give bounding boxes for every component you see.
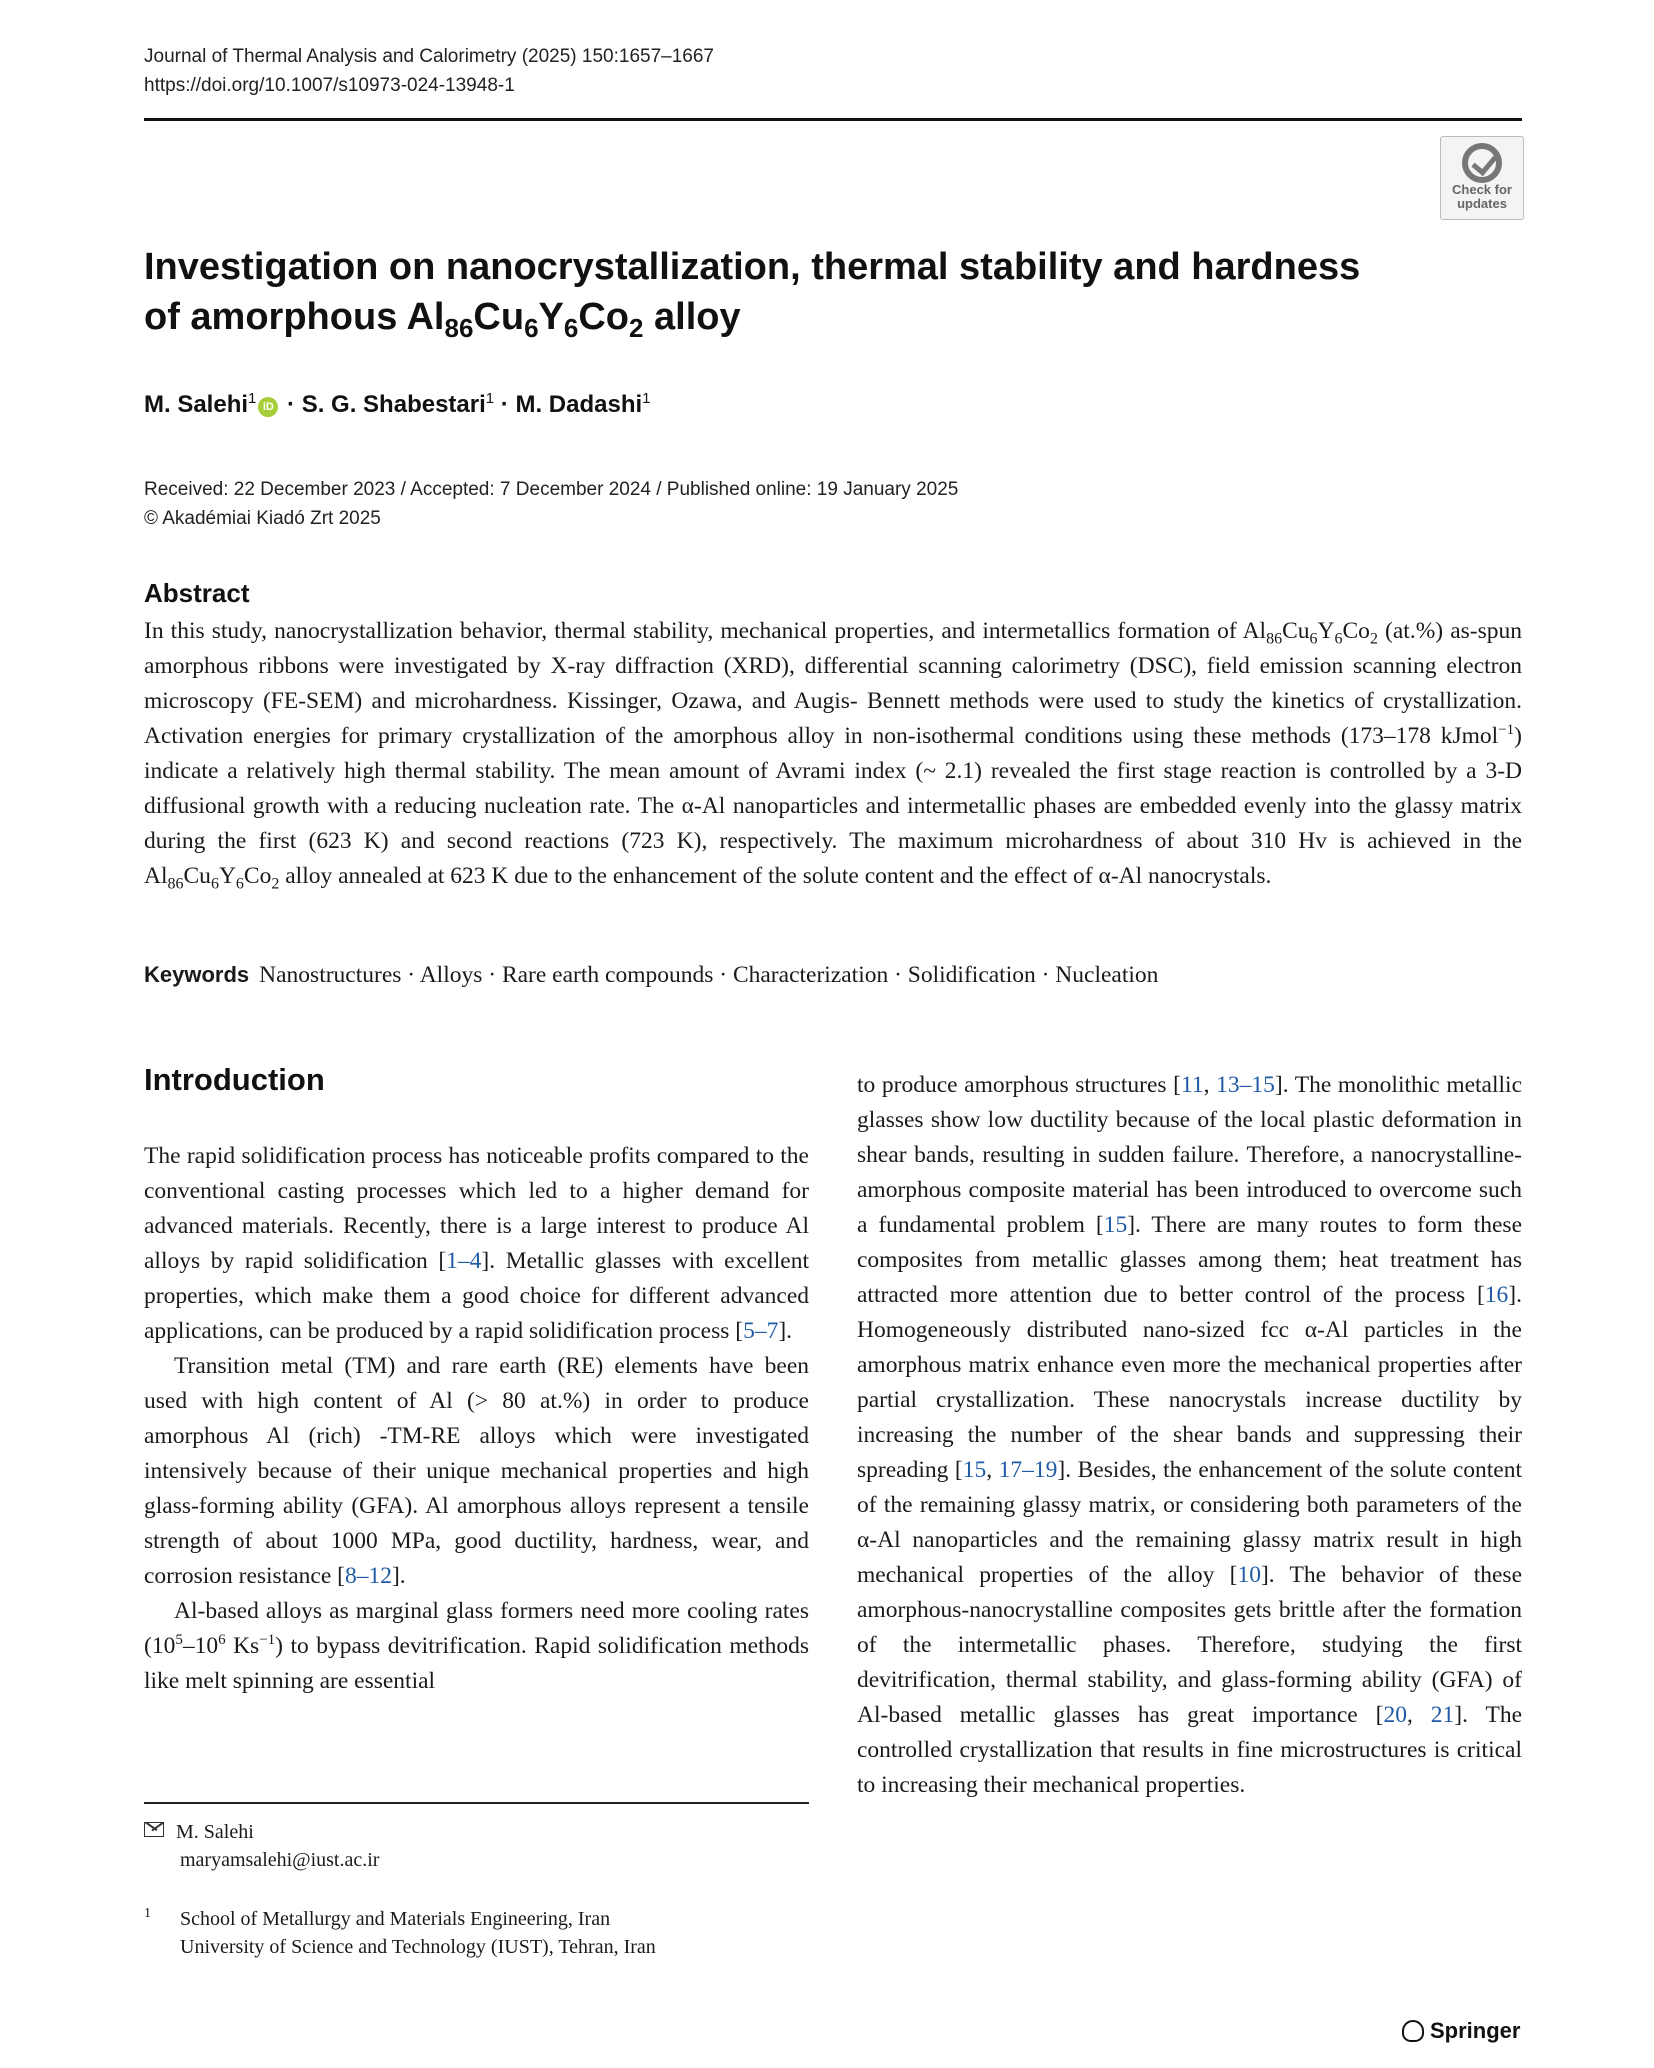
affiliation-line-2: University of Science and Technology (IUST), Tehran, Iran [180,1936,656,1958]
footnote-divider [144,1802,809,1804]
springer-horse-icon [1402,2020,1424,2042]
citation-link[interactable]: 13–15 [1216,1072,1275,1098]
publisher-name: Springer [1430,2018,1521,2043]
body-column-left [144,1139,809,1699]
author-name[interactable]: M. Salehi [144,391,249,418]
affiliation-line-1: School of Metallurgy and Materials Engineering, Iran [180,1908,611,1930]
affiliation [144,1900,656,1961]
keywords [144,962,1158,989]
publisher-logo [1402,2018,1520,2044]
check-updates-label-2: updates [1457,196,1507,211]
check-updates-label-1: Check for [1452,182,1512,197]
citation-link[interactable]: 8–12 [344,1563,392,1589]
date-history: Received: 22 December 2023 / Accepted: 7 December 2024 / Published online: 19 January 2025 [144,479,959,500]
keywords-list: Nanostructures · Alloys · Rare earth compounds · Characterization · Solidification · Nucleation [259,962,1159,988]
paper-title: Investigation on nanocrystallization, thermal stability and hardness of amorphous $Al_{86}Cu_6Y_6Co_2$ alloy [144,246,1361,343]
journal-citation: Journal of Thermal Analysis and Calorimetry (2025) 150:1657–1667 [144,46,714,67]
corresponding-name: M. Salehi [176,1821,254,1843]
author-list: M. Salehi$^1$ iD · S. G. Shabestari$^1$ · M. Dadashi$^1$ [144,390,651,418]
author-name[interactable]: S. G. Shabestari [301,391,486,418]
orcid-icon[interactable]: iD [258,397,278,417]
author-name[interactable]: M. Dadashi [515,391,643,418]
abstract-body: In this study, nanocrystallization behavior, thermal stability, mechanical properties, and intermetallics formation of $Al_{86}Cu_6Y_6Co_2$ (at.%) as-spun amorphous ribbons were investigated by X-ray diffraction (XRD), differential scanning calorimetry (DSC), field emission scanning electron microscopy (FE-SEM) and microhardness. Kissinger, Ozawa, and Augis- Bennett methods were used to study the kinetics of crystallization. Activation energies for primary crystallization of the amorphous alloy in non-isothermal conditions using these methods (173–178 kJmol$^{-1}$) indicate a relatively high thermal stability. The mean amount of Avrami index (~ 2.1) revealed the first stage reaction is controlled by a 3-D diffusional growth with a reducing nucleation rate. The α-Al nanoparticles and intermetallic phases are embedded evenly into the glassy matrix during the first (623 K) and second reactions (723 K), respectively. The maximum microhardness of about 310 Hv is achieved in the $Al_{86}Cu_6Y_6Co_2$ alloy annealed at 623 K due to the enhancement of the solute content and the effect of α-Al nanocrystals. [144,618,1523,893]
keywords-heading: Keywords [144,962,250,987]
affiliation-number: 1 [144,1906,151,1921]
section-heading-introduction: Introduction [144,1062,325,1097]
citation-link[interactable]: 10 [1237,1562,1261,1588]
citation-link[interactable]: 1–4 [446,1248,482,1274]
citation-link[interactable]: 15 [1103,1212,1128,1238]
copyright: © Akadémiai Kiadó Zrt 2025 [144,508,381,529]
citation-link[interactable]: 5–7 [743,1318,779,1344]
body-column-right [857,1068,1522,1803]
citation-link[interactable]: 16 [1484,1282,1509,1308]
corresponding-author [144,1818,379,1874]
paragraph: Al-based alloys as marginal glass formers need more cooling rates ($10^5-10^6$ $Ks^{-1}$) to bypass devitrification. Rapid solidification methods like melt spinning are essential [144,1598,809,1694]
check-for-updates-icon[interactable] [1440,136,1524,220]
citation-link[interactable]: 17–19 [998,1457,1058,1483]
paragraph: Transition metal (TM) and rare earth (RE) elements have been used with high content of Al (> 80 at.%) in order to produce amorphous Al (rich) -TM-RE alloys which were investigated intensively because of their unique mechanical properties and high glass-forming ability (GFA). Al amorphous alloys represent a tensile strength of about 1000 MPa, good ductility, hardness, wear, and corrosion resistance [8–12]. [144,1353,809,1589]
citation-link[interactable]: 11 [1181,1072,1204,1098]
paragraph: to produce amorphous structures [11, 13–15]. The monolithic metallic glasses show low ductility because of the local plastic deformation in shear bands, resulting in sudden failure. Therefore, a nanocrystalline-amorphous composite material has been introduced to overcome such a fundamental problem [15]. There are many routes to form these composites from metallic glasses among them; heat treatment has attracted more attention due to better control of the process [16]. Homogeneously distributed nano-sized fcc α-Al particles in the amorphous matrix enhance even more the mechanical properties after partial crystallization. These nanocrystals increase ductility by increasing the number of the shear bands and suppressing their spreading [15, 17–19]. Besides, the enhancement of the solute content of the remaining glassy matrix, or considering both parameters of the α-Al nanoparticles and the remaining glassy matrix result in high mechanical properties of the alloy [10]. The behavior of these amorphous-nanocrystalline composites gets brittle after the formation of the intermetallic phases. Therefore, studying the first devitrification, thermal stability, and glass-forming ability (GFA) of Al-based metallic glasses has great importance [20, 21]. The controlled crystallization that results in fine microstructures is critical to increasing their mechanical properties. [857,1072,1523,1798]
paragraph: The rapid solidification process has noticeable profits compared to the conventional casting processes which led to a higher demand for advanced materials. Recently, there is a large interest to produce Al alloys by rapid solidification [1–4]. Metallic glasses with excellent properties, which make them a good choice for different advanced applications, can be produced by a rapid solidification process [5–7]. [144,1143,809,1344]
doi-link[interactable]: https://doi.org/10.1007/s10973-024-13948-1 [144,75,515,96]
publication-dates [144,475,958,533]
check-icon [1462,143,1502,183]
journal-header [144,42,714,100]
citation-link[interactable]: 21 [1430,1702,1455,1728]
citation-link[interactable]: 20 [1383,1702,1407,1728]
citation-link[interactable]: 15 [962,1457,987,1483]
mail-icon [144,1822,164,1837]
header-divider [144,118,1522,121]
corresponding-email[interactable]: maryamsalehi@iust.ac.ir [180,1849,380,1871]
abstract-heading: Abstract [144,578,250,608]
